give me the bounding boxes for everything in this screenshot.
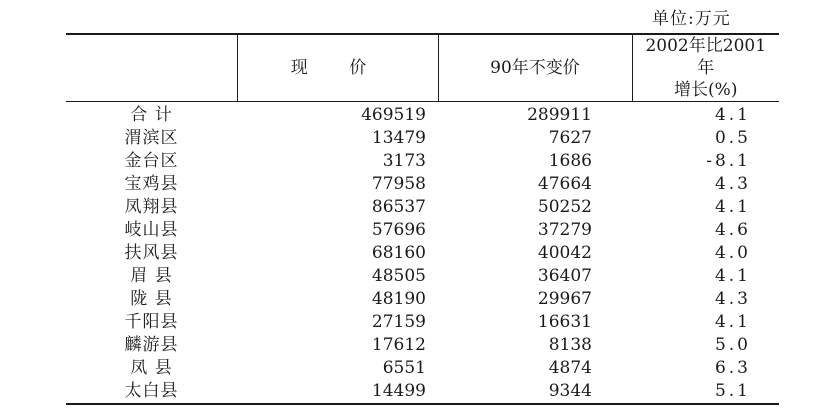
cell-growth: 4.1: [714, 197, 751, 217]
cell-current-price: 77958: [371, 174, 426, 194]
table-row: [66, 242, 779, 265]
cell-region: 渭滨区: [124, 128, 179, 148]
cell-current-price: 17612: [371, 335, 426, 355]
unit-label: 单位:万元: [652, 9, 731, 29]
cell-current-price: 48505: [371, 266, 426, 286]
cell-current-price: 13479: [371, 128, 426, 148]
cell-current-price: 27159: [371, 312, 426, 332]
cell-growth: 4.1: [714, 105, 751, 125]
cell-growth: 0.5: [714, 128, 751, 148]
cell-constant-price: 37279: [537, 220, 592, 240]
cell-region: 太白县: [66, 380, 237, 404]
cell-constant-price: 29967: [537, 289, 592, 309]
cell-region: 陇 县: [130, 289, 173, 309]
cell-growth: 4.6: [714, 220, 751, 240]
cell-current-price: 3173: [382, 151, 426, 171]
cell-current-price: 57696: [371, 220, 426, 240]
cell-constant-price: 9344: [438, 380, 632, 404]
cell-current-price: 469519: [361, 105, 426, 125]
table-row: [66, 334, 779, 357]
cell-constant-price: 4874: [548, 358, 592, 378]
table-row: [66, 173, 779, 196]
cell-growth: 4.0: [714, 243, 751, 263]
cell-constant-price: 289911: [527, 105, 592, 125]
table-row: [66, 357, 779, 380]
header-growth-line2: 增长(%): [674, 80, 738, 100]
cell-current-price: 14499: [237, 380, 438, 404]
table-row: [66, 288, 779, 311]
table-row: [66, 150, 779, 173]
header-growth: [632, 34, 779, 102]
cell-current-price: 68160: [371, 243, 426, 263]
statistics-table: [66, 33, 779, 405]
cell-region: 凤 县: [130, 358, 173, 378]
table-row: [66, 102, 779, 128]
header-current-price: 现 价: [237, 34, 438, 102]
cell-region: 合 计: [130, 105, 173, 125]
cell-region: 宝鸡县: [124, 174, 179, 194]
cell-growth: 4.3: [714, 289, 751, 309]
table-header-row: [66, 34, 779, 102]
cell-constant-price: 7627: [548, 128, 592, 148]
cell-growth: 4.1: [714, 312, 751, 332]
cell-constant-price: 1686: [548, 151, 592, 171]
cell-region: 眉 县: [130, 266, 173, 286]
table-body: [66, 102, 779, 405]
header-growth-line1: 2002年比2001年: [645, 36, 767, 78]
cell-growth: 4.3: [714, 174, 751, 194]
cell-current-price: 6551: [382, 358, 426, 378]
header-constant-price: 90年不变价: [438, 34, 632, 102]
table-row: [66, 380, 779, 404]
cell-region: 麟游县: [124, 335, 179, 355]
cell-current-price: 86537: [371, 197, 426, 217]
cell-growth: -8.1: [706, 151, 751, 171]
cell-region: 扶风县: [124, 243, 179, 263]
cell-constant-price: 8138: [548, 335, 592, 355]
cell-constant-price: 47664: [537, 174, 592, 194]
cell-constant-price: 16631: [537, 312, 592, 332]
cell-region: 岐山县: [124, 220, 179, 240]
table-row: [66, 265, 779, 288]
cell-constant-price: 50252: [537, 197, 592, 217]
cell-current-price: 48190: [371, 289, 426, 309]
cell-region: 千阳县: [124, 312, 179, 332]
table-row: [66, 127, 779, 150]
cell-growth: 6.3: [714, 358, 751, 378]
cell-growth: 5.1: [632, 380, 779, 404]
header-region: [66, 34, 237, 102]
cell-growth: 4.1: [714, 266, 751, 286]
cell-constant-price: 36407: [537, 266, 592, 286]
cell-constant-price: 40042: [537, 243, 592, 263]
table-row: [66, 196, 779, 219]
cell-region: 金台区: [124, 151, 179, 171]
cell-region: 凤翔县: [124, 197, 179, 217]
table-row: [66, 219, 779, 242]
table-row: [66, 311, 779, 334]
cell-growth: 5.0: [714, 335, 751, 355]
